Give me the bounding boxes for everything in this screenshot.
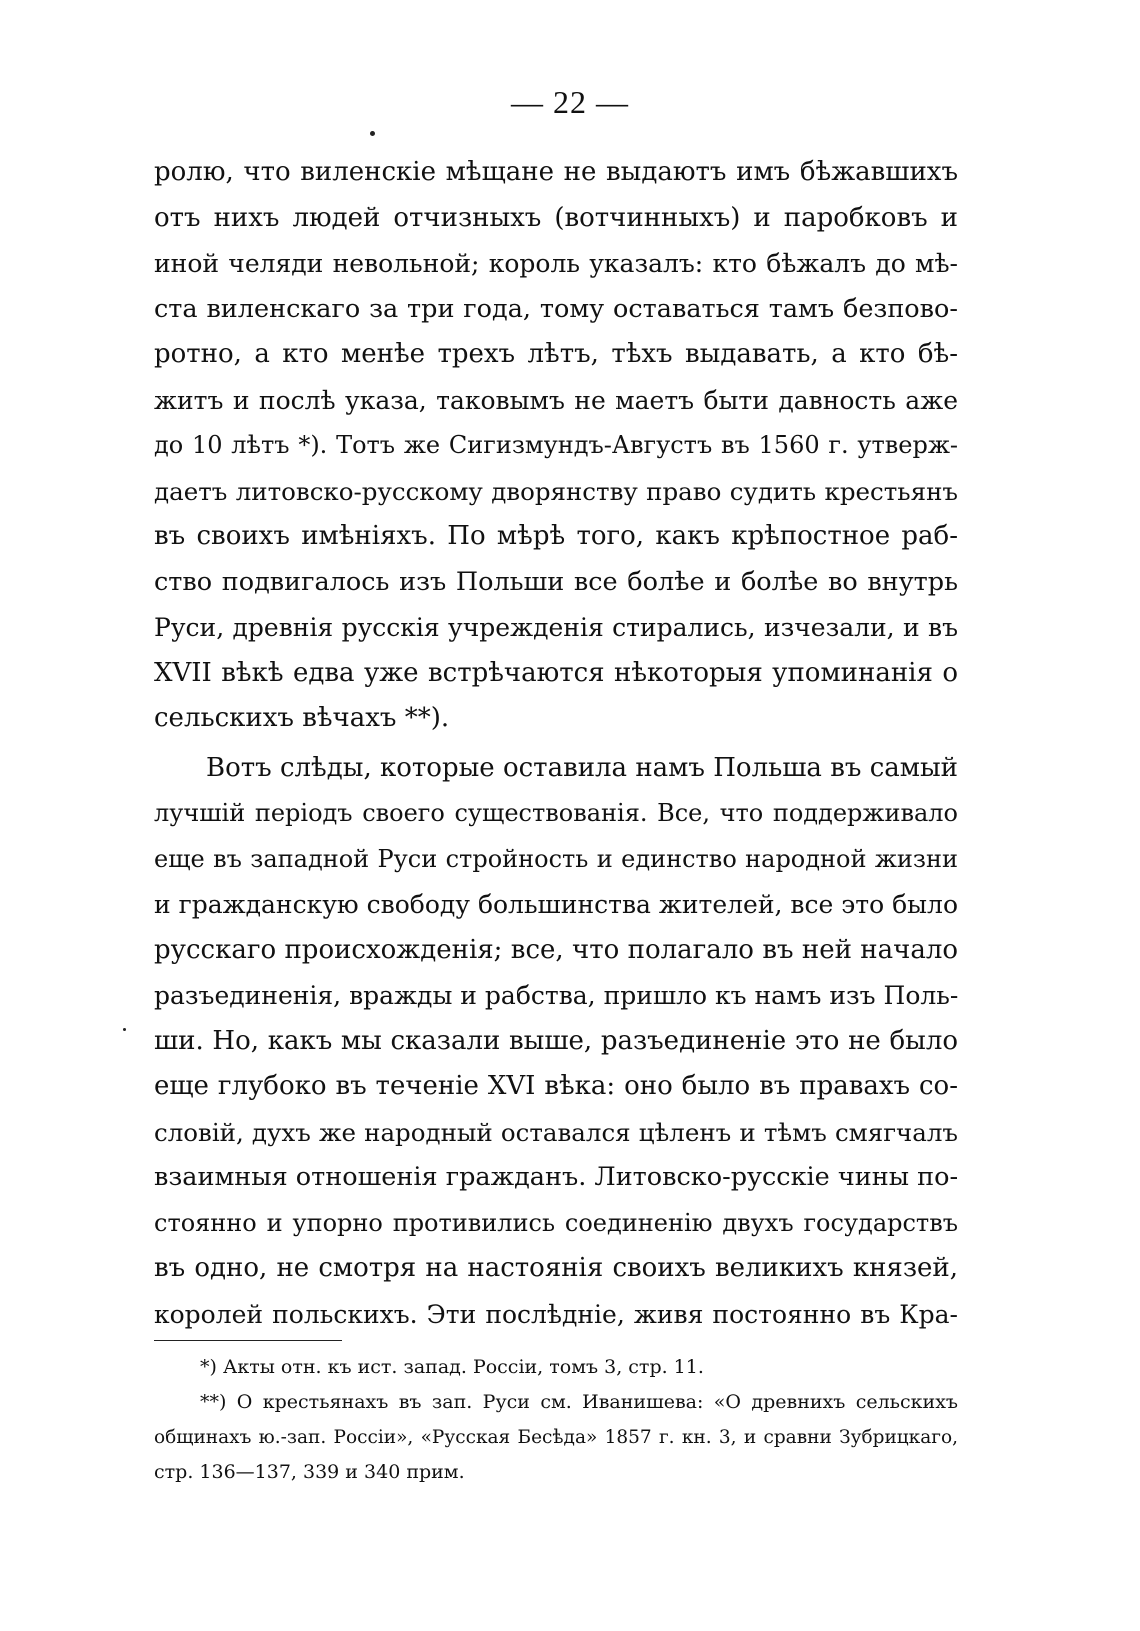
text-line: еще въ западной Руси стройность и единство народной жизни: [154, 844, 958, 873]
text-line: житъ и послѣ указа, таковымъ не маетъ быти давность аже: [154, 385, 958, 415]
print-speck: [370, 131, 375, 136]
text-line: въ одно, не смотря на настоянія своихъ великихъ князей,: [154, 1253, 958, 1283]
text-line: ство подвигалось изъ Польши все болѣе и болѣе во внутрь: [154, 566, 958, 597]
text-line: еще глубоко въ теченіе XVI вѣка: оно было въ правахъ со-: [154, 1071, 958, 1101]
main-text: [154, 150, 958, 1337]
text-line: Руси, древнія русскія учрежденія стирались, изчезали, и въ: [154, 613, 958, 642]
paragraph: [154, 746, 958, 1338]
paragraph: [154, 150, 958, 742]
text-line: русскаго происхожденія; все, что полагало въ ней начало: [154, 934, 958, 965]
text-line: стоянно и упорно противились соединенію двухъ государствъ: [154, 1208, 958, 1237]
text-line: до 10 лѣтъ *). Тотъ же Сигизмундъ-Августъ въ 1560 г. утверж-: [154, 431, 958, 459]
text-line: королей польскихъ. Эти послѣдніе, живя постоянно въ Кра-: [154, 1299, 958, 1329]
text-line: въ своихъ имѣніяхъ. По мѣрѣ того, какъ крѣпостное раб-: [154, 521, 958, 551]
text-line: Вотъ слѣды, которые оставила намъ Польша въ самый: [206, 752, 958, 783]
text-line: и гражданскую свободу большинства жителей, все это было: [154, 890, 958, 919]
footnote-line: **) О крестьянахъ въ зап. Руси см. Иванишева: «О древнихъ сельскихъ: [200, 1391, 958, 1413]
footnotes: [154, 1350, 958, 1490]
footnote-divider: [154, 1340, 342, 1341]
text-line: разъединенія, вражды и рабства, пришло къ намъ изъ Поль-: [154, 981, 959, 1010]
text-line: сельскихъ вѣчахъ **).: [154, 703, 450, 733]
print-speck: [123, 1028, 126, 1031]
text-line: отъ нихъ людей отчизныхъ (вотчинныхъ) и паробковъ и: [154, 202, 958, 233]
text-line: даетъ литовско-русскому дворянству право судить крестьянъ: [154, 476, 958, 506]
footnote-line: общинахъ ю.-зап. Россіи», «Русская Бесѣда» 1857 г. кн. 3, и сравни Зубрицкаго,: [154, 1427, 958, 1448]
text-line: словій, духъ же народный оставался цѣленъ и тѣмъ смягчалъ: [154, 1117, 958, 1147]
text-line: ши. Но, какъ мы сказали выше, разъединеніе это не было: [154, 1025, 958, 1056]
footnote-line: стр. 136—137, 339 и 340 прим.: [154, 1461, 465, 1483]
text-line: ролю, что виленскіе мѣщане не выдаютъ имъ бѣжавшихъ: [154, 157, 958, 187]
footnote-line: *) Акты отн. къ ист. запад. Россіи, томъ 3, стр. 11.: [200, 1356, 704, 1378]
text-line: ротно, а кто менѣе трехъ лѣтъ, тѣхъ выдавать, а кто бѣ-: [154, 339, 958, 369]
text-line: иной челяди невольной; король указалъ: кто бѣжалъ до мѣ-: [154, 249, 958, 278]
page-number: — 22 —: [511, 84, 629, 120]
text-line: XVII вѣкѣ едва уже встрѣчаются нѣкоторыя упоминанія о: [154, 657, 958, 688]
text-line: лучшій періодъ своего существованія. Все, что поддерживало: [154, 799, 958, 827]
text-line: ста виленскаго за три года, тому оставаться тамъ безпово-: [154, 293, 958, 324]
text-line: взаимныя отношенія гражданъ. Литовско-русскіе чины по-: [154, 1162, 959, 1192]
